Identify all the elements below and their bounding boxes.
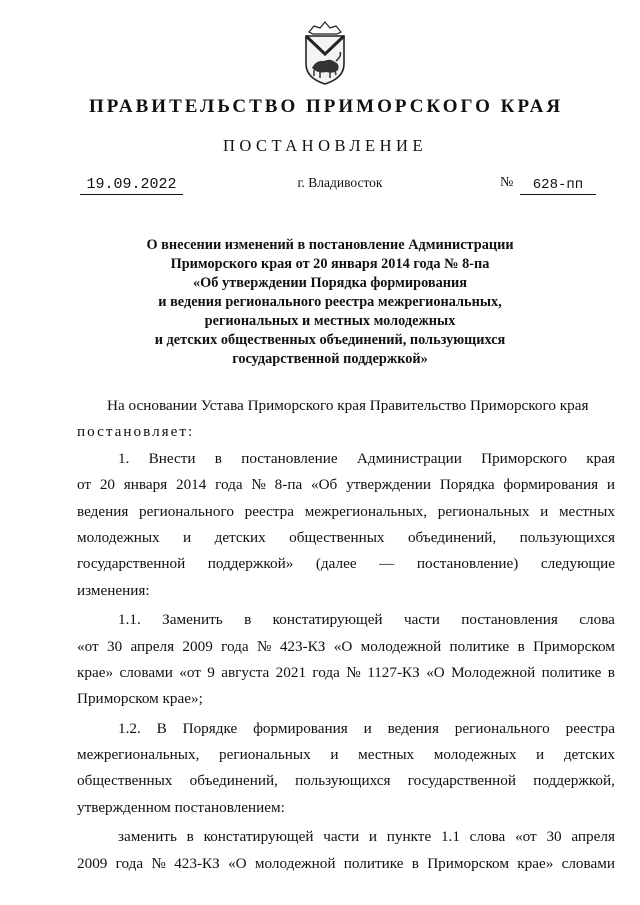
word: Заменить [162, 611, 223, 629]
word: поддержкой» [207, 555, 294, 573]
word: молодежной [254, 854, 336, 872]
word: постановление [241, 449, 338, 467]
word: и [183, 528, 192, 546]
word: Приморском [533, 637, 615, 655]
preamble-line: постановляет: [77, 423, 195, 441]
word: межрегиональных, [304, 502, 428, 520]
word: апреля [571, 828, 615, 846]
paragraph-line: утвержденном постановлением: [77, 798, 285, 816]
heading-line: «Об утверждении Порядка формирования [193, 275, 467, 291]
word: № [251, 476, 266, 494]
paragraph-line [77, 851, 615, 877]
word: 1.1. [118, 611, 141, 629]
word: пункте [386, 828, 432, 846]
word: № [346, 663, 361, 681]
word: года [312, 663, 340, 681]
word: политике [343, 854, 404, 872]
word: реестра [244, 502, 295, 520]
word: поддержкой, [533, 772, 615, 790]
heading-line: региональных и местных молодежных [204, 313, 456, 329]
word: реестра [565, 719, 615, 737]
word: края [586, 449, 615, 467]
word: объединений, [407, 528, 497, 546]
word: детских [214, 528, 266, 546]
coat-of-arms-emblem [300, 14, 350, 86]
word: 1.1 [440, 828, 460, 846]
word: объединений, [189, 772, 278, 790]
word: слова [579, 611, 615, 629]
word: апреля [130, 637, 175, 655]
word: Порядка [439, 476, 495, 494]
word: № [256, 637, 272, 655]
paragraph-line [77, 472, 615, 498]
paragraph-line [77, 607, 615, 633]
word: 2009 [182, 637, 213, 655]
word: Внести [148, 449, 196, 467]
document-city: г. Владивосток [297, 175, 383, 190]
word: в [607, 663, 615, 681]
word: 9 [207, 663, 215, 681]
word: государственной [407, 772, 516, 790]
word: В [156, 719, 167, 737]
word: 30 [106, 637, 123, 655]
word: государственной [77, 555, 186, 573]
paragraph-line [77, 634, 615, 660]
heading-line: и ведения регионального реестра межрегиональных, [158, 294, 502, 310]
word: в [186, 828, 194, 846]
word: констатирующей [272, 611, 383, 629]
word: молодежной [360, 637, 442, 655]
word: общественных [289, 528, 385, 546]
word: слова [469, 828, 506, 846]
document-date: 19.09.2022 [80, 176, 183, 195]
word: политике [541, 663, 602, 681]
word: части [323, 828, 360, 846]
paragraph-line [77, 768, 615, 794]
heading-line: и детских общественных объединений, пользующихся [154, 332, 506, 348]
word: ведения [387, 719, 439, 737]
word: «О [426, 663, 445, 681]
word: 423-КЗ [174, 854, 220, 872]
paragraph-line: Приморском крае»; [77, 690, 203, 708]
document-number: 628-пп [520, 176, 596, 195]
word: Администрации [356, 449, 462, 467]
word: пользующихся [519, 528, 615, 546]
word: Молодежной [451, 663, 536, 681]
word: от [77, 476, 92, 494]
word: «О [333, 637, 353, 655]
preamble-line: На основании Устава Приморского края Правительство Приморского края [107, 397, 589, 414]
word: 423-КЗ [279, 637, 326, 655]
word: года [221, 637, 249, 655]
word: «от [77, 637, 99, 655]
paragraph-line [77, 742, 615, 768]
word: Приморском [427, 854, 509, 872]
word: и [606, 476, 615, 494]
paragraph-line [77, 716, 615, 742]
word: крае» [77, 663, 114, 681]
word: 8-па [274, 476, 303, 494]
word: следующие [540, 555, 615, 573]
word: 2009 [77, 854, 108, 872]
word: молодежных [433, 746, 517, 764]
document-heading [120, 236, 540, 369]
word: в [214, 449, 222, 467]
paragraph-line [77, 446, 615, 472]
word: августа [221, 663, 270, 681]
word: политике [449, 637, 510, 655]
document-type: ПОСТАНОВЛЕНИЕ [222, 136, 428, 155]
heading-line: О внесении изменений в постановление Администрации [146, 237, 514, 253]
paragraph-line [77, 525, 615, 551]
word: 1. [118, 449, 130, 467]
word: года [215, 476, 243, 494]
word: молодежных [77, 528, 160, 546]
word: и [368, 828, 378, 846]
word: местных [358, 746, 415, 764]
word: в [411, 854, 419, 872]
word: января [123, 476, 168, 494]
heading-line: Приморского края от 20 января 2014 года № 8-па [170, 256, 490, 272]
paragraph-line [77, 499, 615, 525]
word: части [403, 611, 440, 629]
word: 2021 [275, 663, 307, 681]
word: формирования [503, 476, 599, 494]
word: 30 [546, 828, 562, 846]
word: ведения [77, 502, 129, 520]
document-body [77, 393, 615, 877]
word: местных [558, 502, 615, 520]
document-number-label: № [500, 175, 514, 190]
word: — [379, 555, 395, 573]
word: 20 [99, 476, 115, 494]
word: констатирующей [203, 828, 314, 846]
word: региональных [437, 502, 530, 520]
paragraph-line: изменения: [77, 581, 150, 599]
word: № [151, 854, 166, 872]
word: и [536, 746, 545, 764]
word: «Об [310, 476, 338, 494]
word: в [517, 637, 525, 655]
word: и [363, 719, 372, 737]
word: крае» [517, 854, 554, 872]
word: и [540, 502, 549, 520]
word: Приморского [481, 449, 567, 467]
word: в [244, 611, 252, 629]
word: 2014 [175, 476, 207, 494]
word: регионального [139, 502, 234, 520]
word: Порядке [182, 719, 238, 737]
word: словами [119, 663, 173, 681]
word: постановления [461, 611, 558, 629]
paragraph-line [77, 660, 615, 686]
word: «от [179, 663, 201, 681]
word: и [330, 746, 339, 764]
word: пользующихся [295, 772, 391, 790]
word: (далее [315, 555, 357, 573]
paragraph-line [77, 824, 615, 850]
heading-line: государственной поддержкой» [232, 351, 428, 367]
word: 1.2. [118, 719, 141, 737]
word: региональных [219, 746, 311, 764]
word: постановление) [416, 555, 519, 573]
government-title: ПРАВИТЕЛЬСТВО ПРИМОРСКОГО КРАЯ [88, 96, 564, 117]
word: заменить [118, 828, 177, 846]
word: детских [563, 746, 615, 764]
word: формирования [253, 719, 348, 737]
word: утверждении [346, 476, 432, 494]
word: «О [228, 854, 247, 872]
word: «от [515, 828, 537, 846]
paragraph-line [77, 551, 615, 577]
word: 1127-КЗ [367, 663, 420, 681]
word: словами [561, 854, 615, 872]
word: общественных [77, 772, 173, 790]
word: регионального [454, 719, 550, 737]
word: межрегиональных, [77, 746, 200, 764]
word: года [115, 854, 144, 872]
